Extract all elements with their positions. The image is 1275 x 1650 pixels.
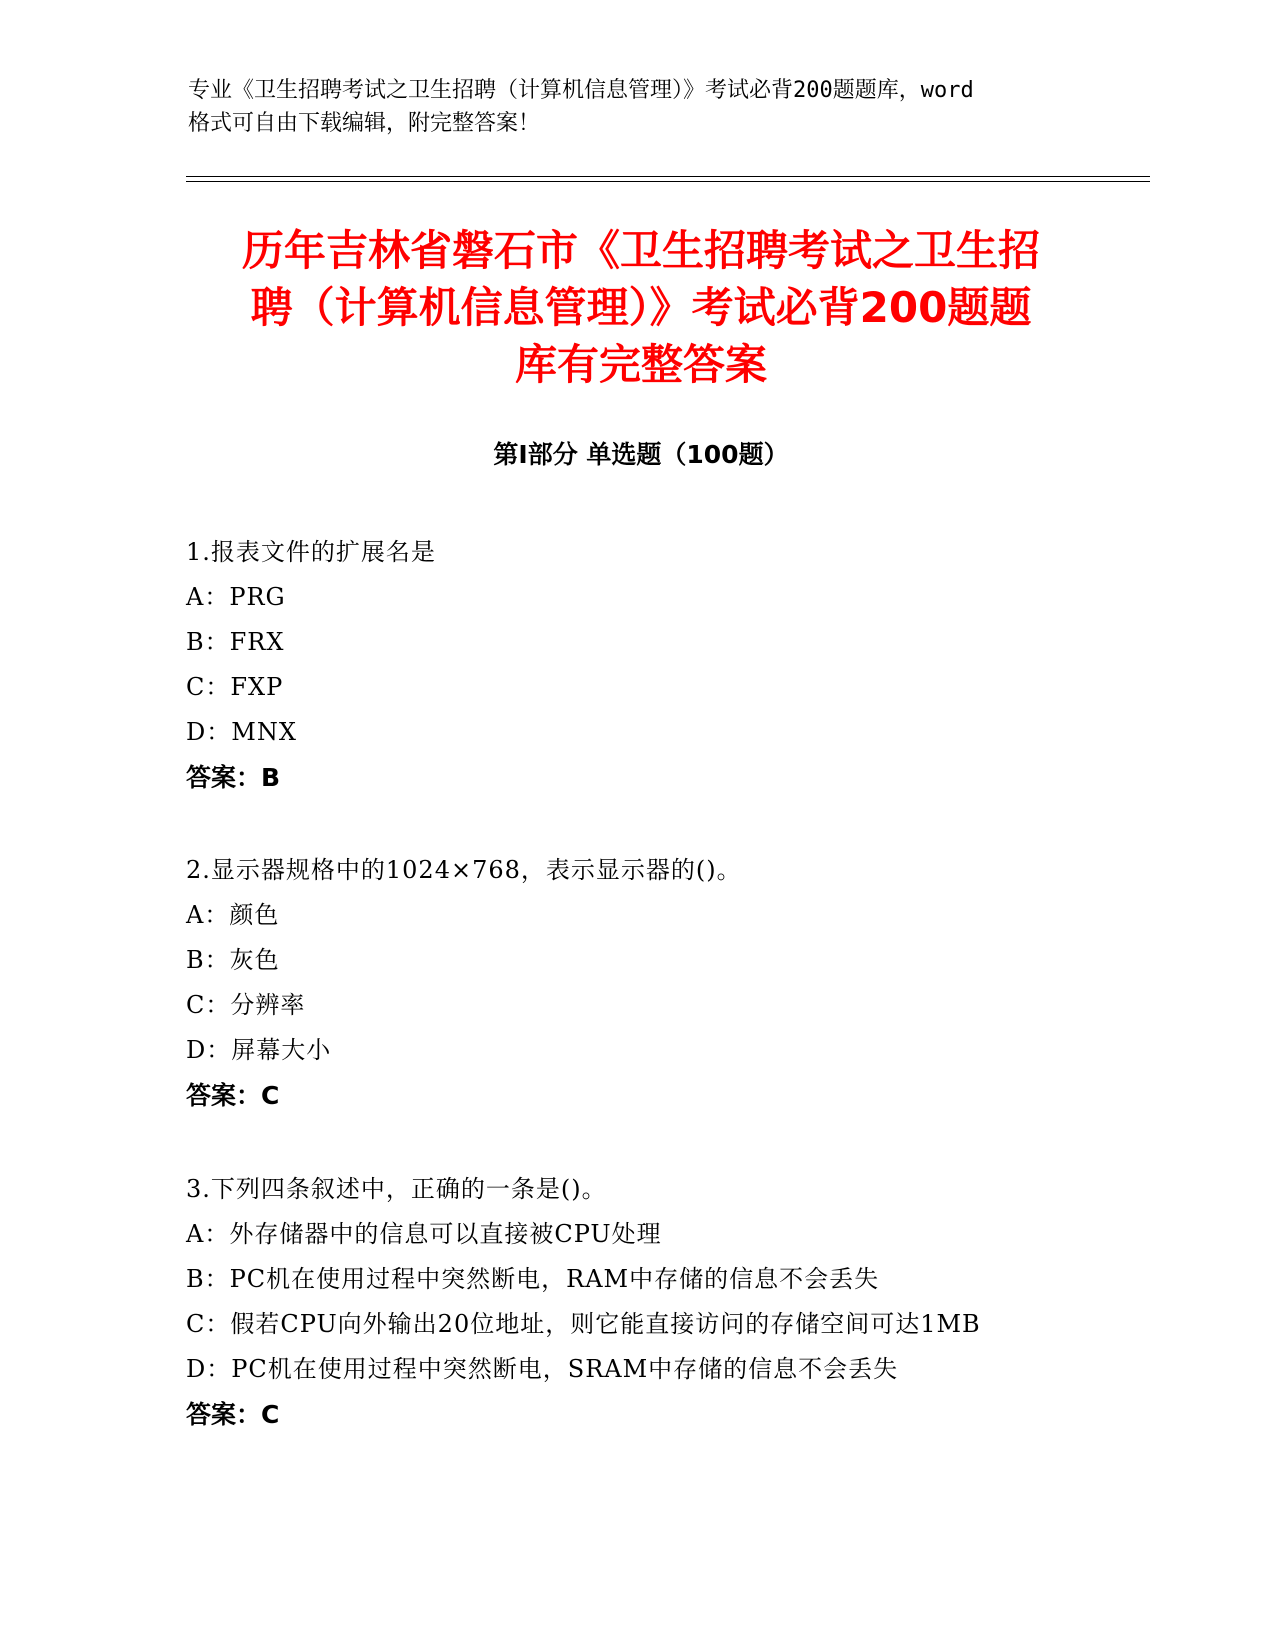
option-a: A：颜色 (186, 901, 280, 929)
option-b: B：PC机在使用过程中突然断电，RAM中存储的信息不会丢失 (186, 1265, 880, 1293)
answer: 答案：C (186, 1400, 280, 1429)
question-stem: 2.显示器规格中的1024×768，表示显示器的()。 (186, 856, 742, 884)
header-divider-bottom (186, 181, 1150, 182)
option-c: C：假若CPU向外输出20位地址，则它能直接访问的存储空间可达1MB (186, 1310, 981, 1338)
document-title-line-3: 库有完整答案 (514, 340, 767, 389)
question-3 (186, 1167, 1086, 1437)
document-title (186, 222, 1096, 393)
question-1 (186, 530, 1086, 800)
header-note-line-2: 格式可自由下载编辑，附完整答案！ (188, 111, 541, 136)
option-b: B：FRX (186, 628, 285, 656)
option-d: D：PC机在使用过程中突然断电，SRAM中存储的信息不会丢失 (186, 1355, 899, 1383)
option-a: A：PRG (186, 583, 286, 611)
document-title-line-2: 聘（计算机信息管理）》考试必背200题题 (250, 283, 1032, 332)
section-title: 第Ⅰ部分 单选题（100题） (493, 440, 789, 469)
option-a: A：外存储器中的信息可以直接被CPU处理 (186, 1220, 662, 1248)
answer: 答案：C (186, 1081, 280, 1110)
question-stem: 3.下列四条叙述中，正确的一条是()。 (186, 1175, 607, 1203)
header-divider-top (186, 176, 1150, 177)
document-title-line-1: 历年吉林省磐石市《卫生招聘考试之卫生招 (241, 226, 1040, 275)
answer: 答案：B (186, 763, 281, 792)
header-note (188, 74, 1088, 140)
option-d: D：MNX (186, 718, 297, 746)
option-d: D：屏幕大小 (186, 1036, 332, 1064)
option-b: B：灰色 (186, 946, 280, 974)
option-c: C：FXP (186, 673, 284, 701)
option-c: C：分辨率 (186, 991, 306, 1019)
header-note-line-1: 专业《卫生招聘考试之卫生招聘（计算机信息管理）》考试必背200题题库，word (188, 78, 974, 103)
question-stem: 1.报表文件的扩展名是 (186, 538, 436, 566)
question-2 (186, 848, 1086, 1118)
